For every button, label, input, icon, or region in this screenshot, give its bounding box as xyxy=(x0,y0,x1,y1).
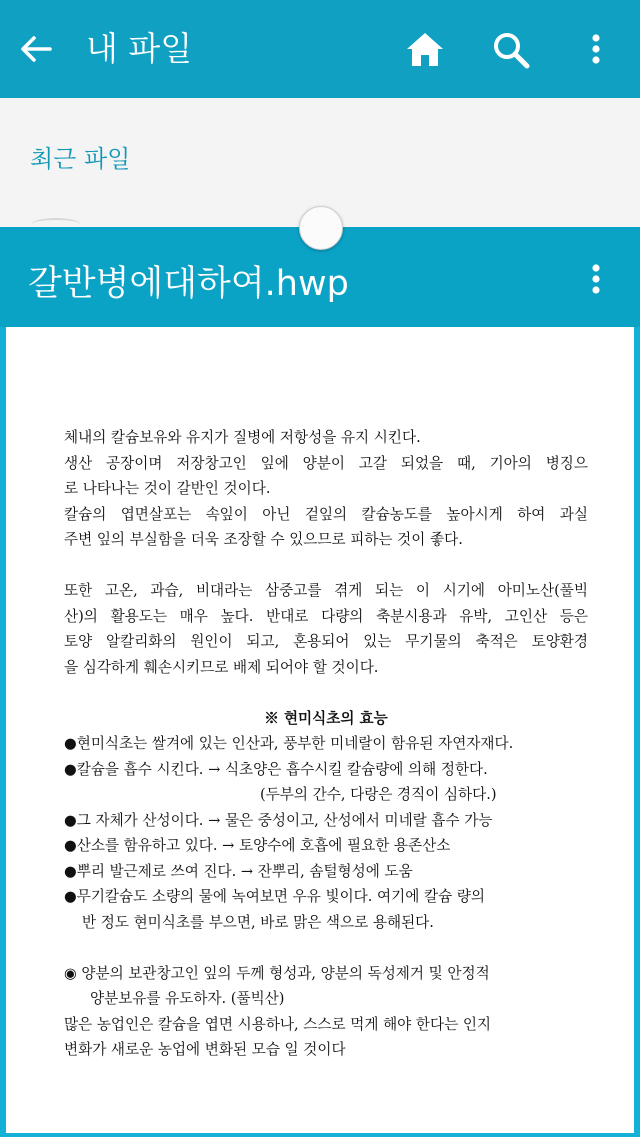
doc-line: ●칼슘을 흡수 시킨다. → 식초양은 흡수시킬 칼슘량에 의해 정한다. xyxy=(64,760,488,778)
doc-line: 로 나타나는 것이 갈반인 것이다. xyxy=(64,480,271,497)
search-icon[interactable] xyxy=(488,25,534,73)
recent-files-label: 최근 파일 xyxy=(30,145,131,173)
doc-line: 체내의 칼슘보유와 유지가 질병에 저항성을 유지 시킨다. xyxy=(64,429,421,446)
app-bar xyxy=(0,0,640,98)
more-vert-icon[interactable] xyxy=(574,255,620,303)
document-body xyxy=(64,425,588,1063)
doc-line: 토양 알칼리화의 원인이 되고, 혼용되어 있는 무기물의 축적은 토양환경 xyxy=(64,633,588,650)
page-title: 내 파일 xyxy=(86,29,193,68)
file-preview-panel xyxy=(0,227,640,1137)
doc-line: 양분보유를 유도하자. (풀빅산) xyxy=(90,990,285,1007)
home-icon[interactable] xyxy=(402,25,448,73)
doc-line: (두부의 간수, 다랑은 경직이 심하다.) xyxy=(260,786,497,803)
doc-line: 변화가 새로운 농업에 변화된 모습 일 것이다 xyxy=(64,1041,346,1058)
doc-line: ◉ 양분의 보관창고인 잎의 두께 형성과, 양분의 독성제거 및 안정적 xyxy=(64,964,490,982)
doc-line: ●뿌리 발근제로 쓰여 진다. → 잔뿌리, 솜털형성에 도움 xyxy=(64,862,413,880)
document-page[interactable] xyxy=(6,327,634,1133)
back-arrow-icon[interactable] xyxy=(14,27,58,71)
doc-line: 많은 농업인은 칼슘을 엽면 시용하나, 스스로 먹게 해야 한다는 인지 xyxy=(64,1015,492,1033)
doc-line: ●무기칼슘도 소량의 물에 녹여보면 우유 빛이다. 여기에 칼슘 량의 xyxy=(64,888,486,905)
doc-line: 반 정도 현미식초를 부으면, 바로 맑은 색으로 용해된다. xyxy=(82,913,434,931)
doc-line: ●현미식초는 쌀겨에 있는 인산과, 풍부한 미네랄이 함유된 자연자재다. xyxy=(64,735,514,752)
doc-line: 을 심각하게 훼손시키므로 배제 되어야 할 것이다. xyxy=(64,658,379,676)
doc-line: ●산소를 함유하고 있다. → 토양수에 호흡에 필요한 용존산소 xyxy=(64,837,451,854)
doc-line: 또한 고온, 과습, 비대라는 삼중고를 겪게 되는 이 시기에 아미노산(풀빅 xyxy=(64,582,588,599)
doc-line: 생산 공장이며 저장창고인 잎에 양분이 고갈 되었을 때, 기아의 병징으 xyxy=(64,454,588,472)
doc-line: 칼슘의 엽면살포는 속잎이 아닌 겉잎의 칼슘농도를 높아시게 하여 과실 xyxy=(64,505,588,523)
doc-line: 주변 잎의 부실함을 더욱 조장할 수 있으므로 피하는 것이 좋다. xyxy=(64,531,463,548)
more-vert-icon[interactable] xyxy=(574,25,620,73)
doc-heading: ※ 현미식초의 효능 xyxy=(264,709,388,727)
doc-line: ●그 자체가 산성이다. → 물은 중성이고, 산성에서 미네랄 흡수 가능 xyxy=(64,811,493,829)
file-name: 갈반병에대하여.hwp xyxy=(28,264,349,304)
doc-line: 산)의 활용도는 매우 높다. 반대로 다량의 축분시용과 유박, 고인산 등은 xyxy=(64,607,588,625)
panel-drag-handle[interactable] xyxy=(299,206,343,250)
